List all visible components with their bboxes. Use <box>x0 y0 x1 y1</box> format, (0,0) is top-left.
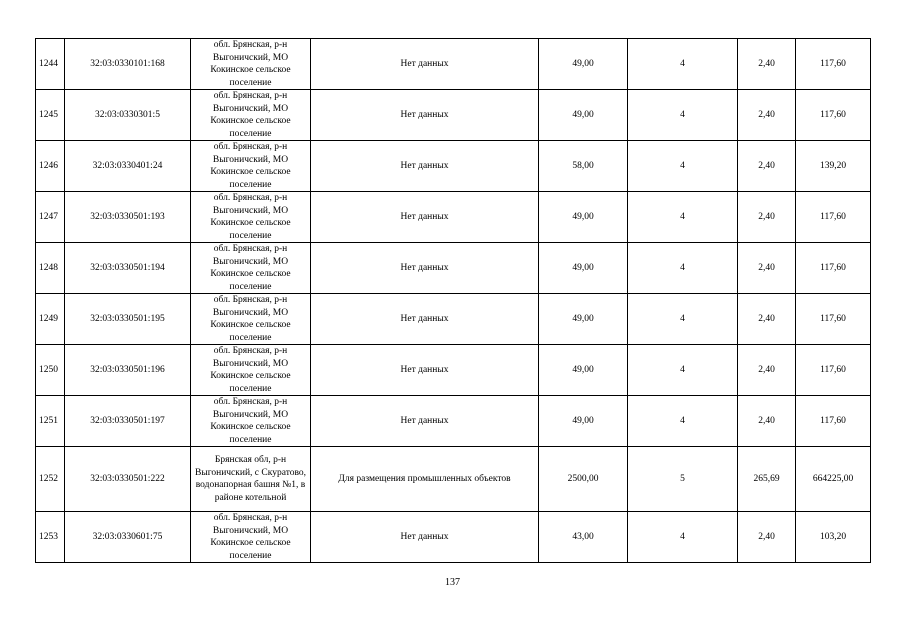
cell-cadastral-number: 32:03:0330501:197 <box>65 396 191 447</box>
cell-permitted-use: Нет данных <box>311 39 539 90</box>
cell-rate: 2,40 <box>738 294 796 345</box>
cell-address: обл. Брянская, р-н Выгоничский, МО Кокинское сельское поселение <box>191 345 311 396</box>
cell-permitted-use: Нет данных <box>311 294 539 345</box>
cell-rate: 2,40 <box>738 345 796 396</box>
page-number: 137 <box>445 577 460 588</box>
cell-address: обл. Брянская, р-н Выгоничский, МО Кокинское сельское поселение <box>191 396 311 447</box>
cell-rate: 2,40 <box>738 396 796 447</box>
cell-amount: 117,60 <box>796 90 871 141</box>
cell-address: обл. Брянская, р-н Выгоничский, МО Кокинское сельское поселение <box>191 243 311 294</box>
cell-cadastral-number: 32:03:0330501:193 <box>65 192 191 243</box>
cell-row-number: 1249 <box>36 294 65 345</box>
cell-cadastral-number: 32:03:0330501:222 <box>65 447 191 512</box>
cell-amount: 117,60 <box>796 39 871 90</box>
cell-permitted-use: Нет данных <box>311 345 539 396</box>
cell-rate: 2,40 <box>738 192 796 243</box>
table-row <box>36 39 871 90</box>
table-row <box>36 345 871 396</box>
cell-permitted-use: Нет данных <box>311 192 539 243</box>
cell-cadastral-number: 32:03:0330501:195 <box>65 294 191 345</box>
cell-group: 4 <box>628 512 738 563</box>
cell-amount: 117,60 <box>796 294 871 345</box>
cell-rate: 2,40 <box>738 512 796 563</box>
cell-amount: 117,60 <box>796 243 871 294</box>
table-row <box>36 396 871 447</box>
cell-address: обл. Брянская, р-н Выгоничский, МО Кокинское сельское поселение <box>191 294 311 345</box>
cell-group: 5 <box>628 447 738 512</box>
cell-cadastral-number: 32:03:0330501:196 <box>65 345 191 396</box>
cell-area: 43,00 <box>539 512 628 563</box>
cell-rate: 2,40 <box>738 243 796 294</box>
cell-area: 49,00 <box>539 192 628 243</box>
cell-rate: 265,69 <box>738 447 796 512</box>
cell-row-number: 1248 <box>36 243 65 294</box>
cell-permitted-use: Нет данных <box>311 141 539 192</box>
cell-cadastral-number: 32:03:0330101:168 <box>65 39 191 90</box>
cell-row-number: 1246 <box>36 141 65 192</box>
cell-permitted-use: Нет данных <box>311 243 539 294</box>
cell-rate: 2,40 <box>738 141 796 192</box>
cell-address: обл. Брянская, р-н Выгоничский, МО Кокинское сельское поселение <box>191 141 311 192</box>
table-row <box>36 512 871 563</box>
cell-row-number: 1250 <box>36 345 65 396</box>
table-row <box>36 294 871 345</box>
cell-area: 49,00 <box>539 243 628 294</box>
cell-area: 49,00 <box>539 345 628 396</box>
cell-area: 49,00 <box>539 39 628 90</box>
table-row <box>36 243 871 294</box>
cell-address: обл. Брянская, р-н Выгоничский, МО Кокинское сельское поселение <box>191 90 311 141</box>
cell-address: Брянская обл, р-н Выгоничский, с Скуратово, водонапорная башня №1, в районе котельной <box>191 447 311 512</box>
cell-address: обл. Брянская, р-н Выгоничский, МО Кокинское сельское поселение <box>191 192 311 243</box>
cell-row-number: 1245 <box>36 90 65 141</box>
table-row <box>36 90 871 141</box>
cell-row-number: 1247 <box>36 192 65 243</box>
cell-row-number: 1252 <box>36 447 65 512</box>
cell-amount: 664225,00 <box>796 447 871 512</box>
cell-permitted-use: Нет данных <box>311 396 539 447</box>
cell-row-number: 1244 <box>36 39 65 90</box>
cell-permitted-use: Нет данных <box>311 512 539 563</box>
cell-cadastral-number: 32:03:0330501:194 <box>65 243 191 294</box>
table-row <box>36 192 871 243</box>
cell-group: 4 <box>628 294 738 345</box>
cell-cadastral-number: 32:03:0330401:24 <box>65 141 191 192</box>
table-row <box>36 447 871 512</box>
cell-rate: 2,40 <box>738 39 796 90</box>
cell-area: 58,00 <box>539 141 628 192</box>
cell-area: 2500,00 <box>539 447 628 512</box>
cell-amount: 117,60 <box>796 396 871 447</box>
cell-permitted-use: Нет данных <box>311 90 539 141</box>
cell-group: 4 <box>628 345 738 396</box>
cell-row-number: 1251 <box>36 396 65 447</box>
cell-address: обл. Брянская, р-н Выгоничский, МО Кокинское сельское поселение <box>191 512 311 563</box>
cell-group: 4 <box>628 90 738 141</box>
cell-area: 49,00 <box>539 90 628 141</box>
cell-group: 4 <box>628 39 738 90</box>
table-row <box>36 141 871 192</box>
cell-cadastral-number: 32:03:0330601:75 <box>65 512 191 563</box>
cell-area: 49,00 <box>539 294 628 345</box>
cell-row-number: 1253 <box>36 512 65 563</box>
cell-area: 49,00 <box>539 396 628 447</box>
cell-address: обл. Брянская, р-н Выгоничский, МО Кокинское сельское поселение <box>191 39 311 90</box>
cell-amount: 117,60 <box>796 192 871 243</box>
cell-cadastral-number: 32:03:0330301:5 <box>65 90 191 141</box>
table-body <box>36 39 871 563</box>
cell-group: 4 <box>628 243 738 294</box>
cell-amount: 139,20 <box>796 141 871 192</box>
cell-amount: 117,60 <box>796 345 871 396</box>
cell-rate: 2,40 <box>738 90 796 141</box>
cell-permitted-use: Для размещения промышленных объектов <box>311 447 539 512</box>
cell-amount: 103,20 <box>796 512 871 563</box>
land-plots-table <box>35 38 871 563</box>
cell-group: 4 <box>628 141 738 192</box>
cell-group: 4 <box>628 396 738 447</box>
cell-group: 4 <box>628 192 738 243</box>
